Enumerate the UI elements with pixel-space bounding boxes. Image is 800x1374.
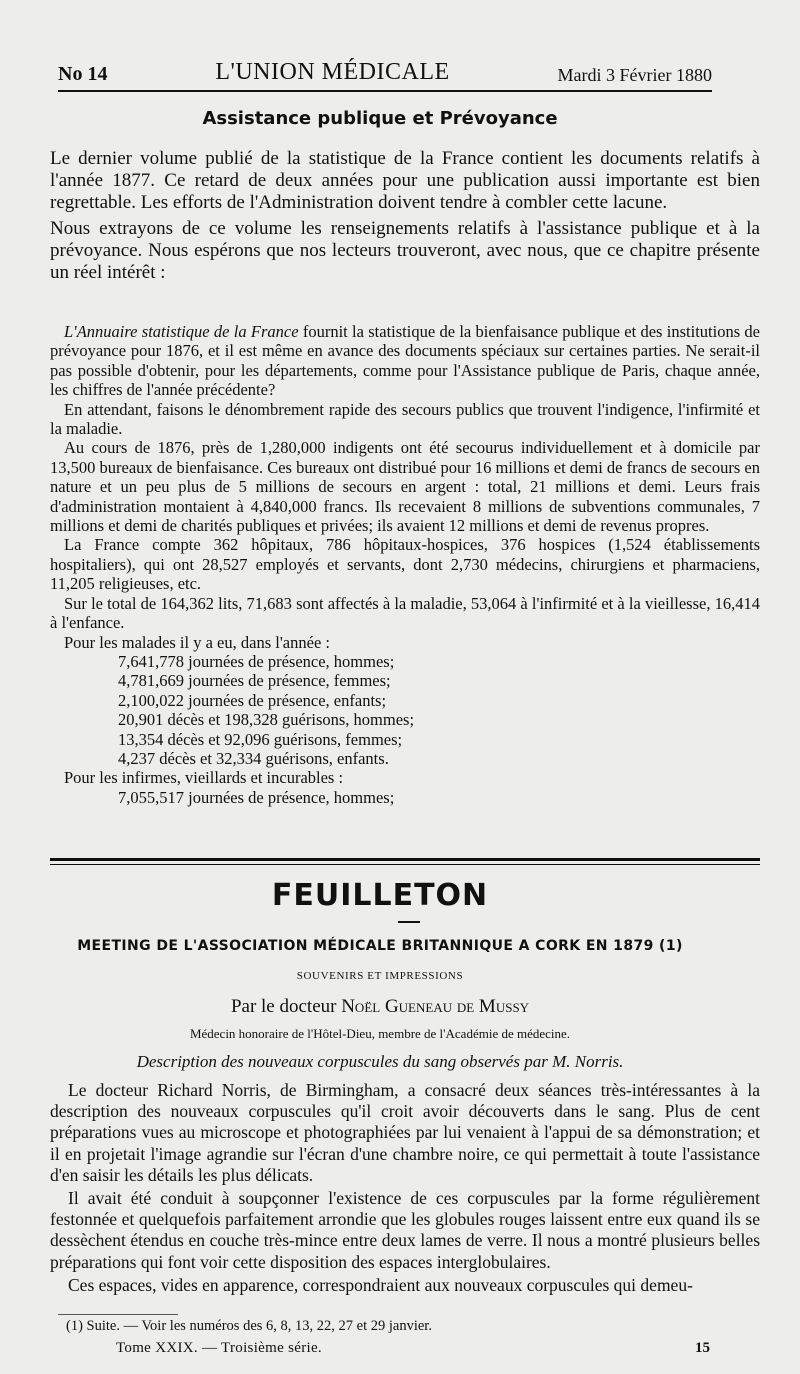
page-footer xyxy=(116,1340,710,1357)
meeting-title: MEETING DE L'ASSOCIATION MÉDICALE BRITANNIQUE A CORK EN 1879 (1) xyxy=(77,938,683,954)
stat-line: 7,055,517 journées de présence, hommes; xyxy=(118,787,395,807)
infirm-stats-list xyxy=(118,788,760,807)
annuaire-title: L'Annuaire statistique de la France xyxy=(64,322,299,341)
subtitle: SOUVENIRS ET IMPRESSIONS xyxy=(296,970,464,982)
story-paragraph: Le docteur Richard Norris, de Birmingham, a consacré deux séances très-intéressantes à la description des nouveaux corpuscules qu'il croit avoir découverts dans le sang. Plus de cent préparations vues au microscope et photographiées par lui venaient à l'appui de sa démonstration; et il en projetait l'image agrandie sur l'écran d'une chambre noire, ce qui permettait à toute l'assistance d'en saisir les détails les plus délicats. xyxy=(50,1080,760,1185)
quote-paragraph: En attendant, faisons le dénombrement rapide des secours publics que trouvent l'indigence, l'infirmité et la maladie. xyxy=(50,399,760,439)
newspaper-title: L'UNION MÉDICALE xyxy=(215,59,450,85)
stat-line: 7,641,778 journées de présence, hommes; xyxy=(118,651,395,671)
stat-line: 4,237 décès et 32,334 guérisons, enfants. xyxy=(118,748,389,768)
issue-number: No 14 xyxy=(58,63,108,85)
author-line xyxy=(0,996,760,1018)
intro-paragraph: Nous extrayons de ce volume les renseignements relatifs à l'assistance publique et à la prévoyance. Nous espérons que nos lecteurs trouveront, avec nous, que ce chapitre présente un réel intérêt : xyxy=(50,218,760,283)
quote-paragraph: Pour les malades il y a eu, dans l'année : xyxy=(64,632,330,652)
quote-paragraph: La France compte 362 hôpitaux, 786 hôpitaux-hospices, 376 hospices (1,524 établissements hospitaliers), qui ont 28,527 employés et servants, dont 2,730 médecins, chirurgiens et pharmaciens, 11,205 religieuses, etc. xyxy=(50,535,760,594)
stat-line: 2,100,022 journées de présence, enfants; xyxy=(118,690,387,710)
stat-line: 20,901 décès et 198,328 guérisons, hommes; xyxy=(118,710,415,730)
intro-text xyxy=(50,148,760,288)
story-paragraph: Ces espaces, vides en apparence, correspondraient aux nouveaux corpuscules qui demeu- xyxy=(68,1274,693,1295)
intro-paragraph: Le dernier volume publié de la statistique de la France contient les documents relatifs à l'année 1877. Ce retard de deux années pour une publication aussi importante est bien regrettable. Les efforts de l'Administration doivent tendre à combler cette lacune. xyxy=(50,148,760,213)
article-subhead: Description des nouveaux corpuscules du sang observés par M. Norris. xyxy=(136,1052,624,1071)
stat-line: 4,781,669 journées de présence, femmes; xyxy=(118,671,391,691)
section-title: Assistance publique et Prévoyance xyxy=(202,108,558,129)
page-number: 15 xyxy=(695,1340,710,1356)
masthead xyxy=(58,50,712,92)
volume-info: Tome XXIX. — Troisième série. xyxy=(116,1340,322,1356)
story-paragraph: Il avait été conduit à soupçonner l'existence de ces corpuscules par la forme régulièrement festonnée et quelquefois parfaitement arrondie que les globules rouges laissent entre eux quand ils se dessèchent étendus en couche très-mince entre deux lames de verre. Il nous a montré plusieurs belles préparations qui font voir cette disposition des espaces interglobulaires. xyxy=(50,1188,760,1272)
quote-paragraph: Au cours de 1876, près de 1,280,000 indigents ont été secourus individuellement et à domicile par 13,500 bureaux de bienfaisance. Ces bureaux ont distribué pour 16 millions et demi de francs de secours en nature et un peu plus de 5 millions de secours en argent : total, 21 millions et demi. Leurs frais d'administration montaient à 4,840,000 francs. Ils recevaient 8 millions de subventions communales, 7 millions et demi de charités publiques et privées; ils avaient 12 millions et demi de revenus propres. xyxy=(50,438,760,536)
author-name: Noël Gueneau de Mussy xyxy=(341,996,530,1017)
author-affiliation: Médecin honoraire de l'Hôtel-Dieu, membre de l'Académie de médecine. xyxy=(189,1026,571,1041)
footnote-rule xyxy=(58,1314,178,1315)
feuilleton-text xyxy=(50,1080,760,1298)
quote-paragraph xyxy=(50,322,760,400)
issue-date: Mardi 3 Février 1880 xyxy=(557,65,712,85)
stat-line: 13,354 décès et 92,096 guérisons, femmes; xyxy=(118,729,403,749)
quote-paragraph: Pour les infirmes, vieillards et incurables : xyxy=(64,768,344,788)
quote-paragraph-text: fournit la statistique de la bienfaisance publique et des institutions de prévoyance pour 1876, et il est même en avance des documents spéciaux sur certaines parties. Ne serait-il pas possible d'obtenir, pour les départements, comme pour l'Assistance publique de Paris, chaque année, les chiffres de l'année précédente? xyxy=(50,322,760,400)
quote-paragraph: Sur le total de 164,362 lits, 71,683 sont affectés à la maladie, 53,064 à l'infirmité et à la vieillesse, 16,414 à l'enfance. xyxy=(50,593,760,633)
divider-rule xyxy=(50,858,760,861)
author-prefix: Par le docteur xyxy=(230,996,342,1017)
feuilleton-title: FEUILLETON xyxy=(271,878,489,913)
statistics-quote xyxy=(50,322,760,807)
divider-rule xyxy=(50,864,760,865)
patient-stats-list xyxy=(118,652,760,768)
footnote: (1) Suite. — Voir les numéros des 6, 8, 13, 22, 27 et 29 janvier. xyxy=(66,1318,432,1334)
title-dash xyxy=(398,921,420,923)
